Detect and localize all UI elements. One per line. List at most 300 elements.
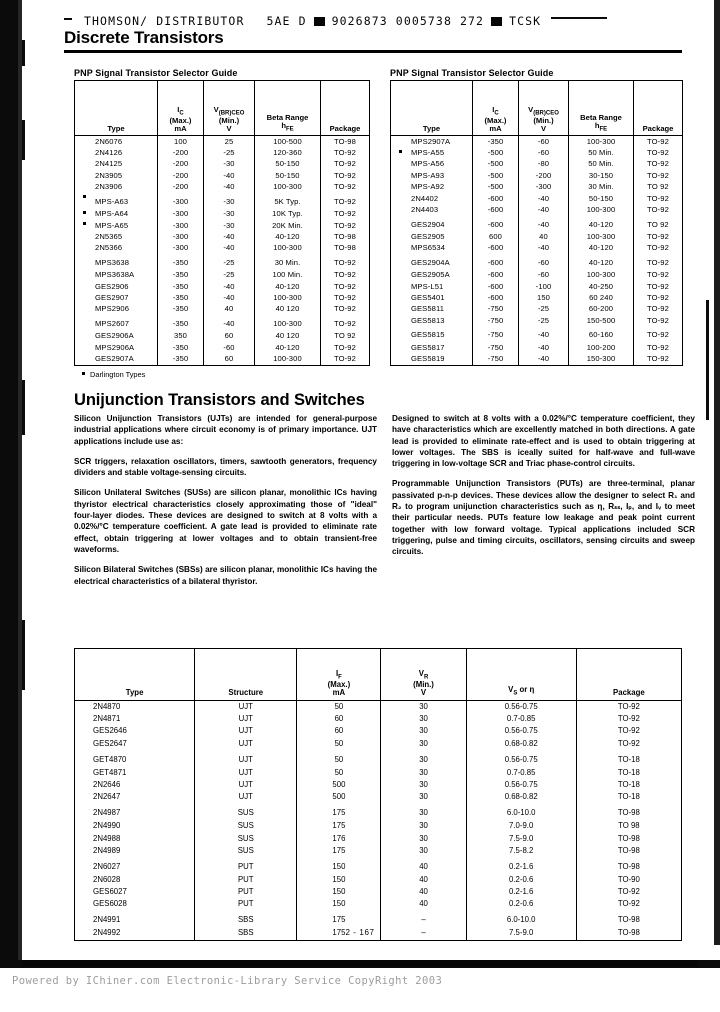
cell-type: 2N4989 (75, 845, 195, 857)
table-row (75, 886, 682, 898)
cell-vs-or-eta: 0.2-1.6 (466, 857, 576, 874)
cell-vs-or-eta: 7.5-8.2 (466, 845, 576, 857)
cell-beta-range: 40-120 (569, 216, 634, 232)
darlington-footnote-label: Darlington Types (90, 370, 146, 379)
cell-ic: 350 (158, 331, 204, 342)
cell-package: TO-92 (321, 292, 370, 303)
cell-type: GET4871 (75, 767, 195, 779)
table-header-row (391, 81, 683, 136)
cell-ic: -300 (158, 231, 204, 242)
cell-type (75, 292, 158, 303)
cell-package: TO-92 (321, 281, 370, 292)
column-header-type: Type (75, 649, 195, 701)
cell-structure: UJT (195, 791, 297, 803)
cell-package: TO-18 (576, 779, 681, 791)
cell-type: 2N4991 (75, 910, 195, 927)
table-row (75, 833, 682, 845)
cell-vbrceo: -40 (204, 170, 255, 181)
cell-ic: -750 (473, 326, 519, 342)
cell-vbrceo: -300 (519, 182, 569, 193)
overprint-barcode-numbers: 9026873 0005738 272 (331, 14, 485, 28)
body-paragraph: Designed to switch at 8 volts with a 0.02%/°C temperature coefficient, they have characteristics which are excellently matched in both directions. A gate lead is provided to eliminate rate-effect and is used to obtain triggering at lower voltages. The SBS is iceally suited for half-wave and full-wave triggering in low-voltage SCR and Triac phase-control circuits. (392, 414, 695, 469)
cell-vs-or-eta: 0.2-1.6 (466, 886, 576, 898)
cell-if: 50 (297, 738, 381, 750)
cell-package: TO-98 (576, 857, 681, 874)
table-row (75, 292, 370, 303)
cell-vr: 40 (381, 874, 466, 886)
cell-beta-range: 40-120 (255, 342, 321, 353)
cell-type-label: 2N3906 (95, 182, 123, 192)
cell-vs-or-eta: 6.0-10.0 (466, 910, 576, 927)
cell-type-label: GES5811 (411, 304, 445, 314)
cell-package: TO-92 (634, 159, 683, 170)
cell-type-label: GES5819 (411, 354, 445, 364)
cell-vs-or-eta: 7.5-9.0 (466, 833, 576, 845)
cell-vbrceo: -60 (519, 254, 569, 270)
cell-vr: 30 (381, 767, 466, 779)
cell-vr: 30 (381, 791, 466, 803)
cell-ic: -600 (473, 204, 519, 215)
cell-ic: -750 (473, 304, 519, 315)
section-heading: Unijunction Transistors and Switches (74, 391, 365, 409)
cell-structure: PUT (195, 857, 297, 874)
cell-package: TO-92 (634, 193, 683, 204)
cell-type (391, 159, 473, 170)
cell-vr: 30 (381, 725, 466, 737)
pnp-selector-table-left (74, 80, 370, 366)
cell-package: TO-92 (321, 159, 370, 170)
cell-type (75, 243, 158, 254)
cell-type (391, 304, 473, 315)
cell-package: TO-92 (634, 147, 683, 158)
cell-ic: -600 (473, 243, 519, 254)
cell-type: 2N6027 (75, 857, 195, 874)
table-row (391, 147, 683, 158)
cell-vbrceo: -30 (204, 220, 255, 231)
darlington-bullet-icon (83, 222, 86, 225)
cell-package: TO 92 (634, 216, 683, 232)
cell-ic: -350 (158, 342, 204, 353)
cell-type (391, 281, 473, 292)
cell-if: 500 (297, 779, 381, 791)
cell-package: TO-18 (576, 750, 681, 767)
table-row (75, 791, 682, 803)
cell-beta-range: 120-360 (255, 147, 321, 158)
cell-beta-range: 100-300 (255, 182, 321, 193)
cell-vs-or-eta: 0.56-0.75 (466, 779, 576, 791)
cell-package: TO-92 (634, 243, 683, 254)
cell-ic: -600 (473, 281, 519, 292)
cell-package: TO-92 (321, 182, 370, 193)
cell-type-label: 2N4125 (95, 159, 123, 169)
cell-type-label: MPS-A93 (411, 170, 445, 180)
cell-vbrceo: 25 (204, 136, 255, 148)
cell-beta-range: 60 240 (569, 292, 634, 303)
cell-vr: 40 (381, 898, 466, 910)
table-row (391, 243, 683, 254)
cell-type (75, 182, 158, 193)
table-row (391, 182, 683, 193)
cell-if: 50 (297, 750, 381, 767)
cell-type (75, 270, 158, 281)
cell-type (391, 170, 473, 181)
cell-package: TO-92 (321, 270, 370, 281)
column-header-vbrceo: $V_{(BR)CEO}$ (Min.) V (204, 81, 255, 136)
cell-if: 176 (297, 833, 381, 845)
cell-type (391, 136, 473, 148)
cell-type (391, 204, 473, 215)
cell-package: TO-92 (576, 886, 681, 898)
cell-type: 2N4988 (75, 833, 195, 845)
cell-structure: UJT (195, 713, 297, 725)
table-row (75, 767, 682, 779)
cell-ic: -200 (158, 182, 204, 193)
cell-type-label: MPS-A92 (411, 182, 445, 192)
cell-ic: -750 (473, 353, 519, 365)
title-divider (64, 50, 682, 53)
cell-ic: -300 (158, 243, 204, 254)
cell-vr: 30 (381, 803, 466, 820)
cell-vbrceo: -100 (519, 281, 569, 292)
cell-type-label: 2N4402 (411, 193, 439, 203)
overprint-tail-rule (551, 17, 607, 19)
cell-type-label: MPS6534 (411, 243, 446, 253)
cell-vbrceo: -40 (519, 193, 569, 204)
cell-type-label: GES2907 (95, 293, 129, 302)
cell-type (75, 147, 158, 158)
cell-structure: PUT (195, 898, 297, 910)
cell-vbrceo: -25 (204, 147, 255, 158)
cell-type-label: MPS-A55 (411, 148, 445, 158)
cell-vbrceo: -25 (204, 270, 255, 281)
cell-if: 175 (297, 845, 381, 857)
body-paragraph: Programmable Unijunction Transistors (PUTs) are three-terminal, planar passivated p-n-p devices. These devices allow the designer to select R₁ and R₂ to program unijunction characteristics such as η, Rₛₛ, Iₚ, and Iᵥ to meet their particular needs. PUTs feature low leakage and peak point current together with low forward voltage. Typical applications included SCR triggering, pulse and timing circuits, oscillators, sensing circuits and sweep circuits. (392, 479, 695, 557)
cell-package: TO-92 (576, 725, 681, 737)
cell-package: TO 92 (634, 182, 683, 193)
cell-vbrceo: -30 (204, 193, 255, 209)
cell-beta-range: 150-500 (569, 315, 634, 326)
cell-vbrceo: -40 (204, 243, 255, 254)
cell-type (391, 326, 473, 342)
table-row (75, 193, 370, 209)
table-row (75, 353, 370, 365)
cell-type (75, 254, 158, 270)
table-row (391, 304, 683, 315)
cell-ic: -350 (158, 281, 204, 292)
cell-if: 60 (297, 725, 381, 737)
cell-structure: UJT (195, 750, 297, 767)
cell-package: TO-92 (634, 254, 683, 270)
cell-package: TO-92 (576, 713, 681, 725)
cell-vbrceo: -40 (204, 231, 255, 242)
cell-vbrceo: -40 (204, 292, 255, 303)
column-header-package: Package (321, 81, 370, 136)
cell-if: 150 (297, 898, 381, 910)
cell-beta-range: 50 Min. (569, 147, 634, 158)
column-header-vbrceo: $V_{(BR)CEO}$ (Min.) V (519, 81, 569, 136)
cell-ic: -350 (473, 136, 519, 148)
cell-ic: -600 (473, 254, 519, 270)
cell-vbrceo: -30 (204, 208, 255, 219)
table-row (391, 342, 683, 353)
cell-beta-range: 50-150 (255, 159, 321, 170)
cell-vr: – (381, 927, 466, 940)
cell-package: TO-92 (634, 270, 683, 281)
cell-type (75, 231, 158, 242)
column-header-vr: $V_R$ (Min.) V (381, 649, 466, 701)
column-header-structure: Structure (195, 649, 297, 701)
table-row (75, 182, 370, 193)
cell-package: TO-92 (634, 231, 683, 242)
cell-type-label: MPS3638 (95, 258, 130, 268)
cell-ic: -300 (158, 208, 204, 219)
cell-structure: SUS (195, 820, 297, 832)
column-header-ic: $I_C$ (Max.) mA (158, 81, 204, 136)
body-paragraph: Silicon Bilateral Switches (SBSs) are silicon planar, monolithic ICs having the electrical characteristics of a bilateral thyristor. (74, 565, 377, 586)
table-row (75, 304, 370, 315)
cell-beta-range: 30 Min. (569, 182, 634, 193)
cell-if: 50 (297, 701, 381, 714)
cell-vbrceo: -40 (519, 216, 569, 232)
cell-type: 2N4870 (75, 701, 195, 714)
cell-vbrceo: -40 (519, 204, 569, 215)
cell-vs-or-eta: 0.56-0.75 (466, 725, 576, 737)
cell-ic: -350 (158, 292, 204, 303)
cell-vbrceo: -60 (204, 342, 255, 353)
table-row (391, 315, 683, 326)
cell-type: GES2646 (75, 725, 195, 737)
cell-ic: -300 (158, 220, 204, 231)
cell-package: TO-92 (634, 353, 683, 365)
cell-if: 60 (297, 713, 381, 725)
cell-vs-or-eta: 0.2-0.6 (466, 874, 576, 886)
cell-structure: PUT (195, 874, 297, 886)
footer-divider (22, 960, 698, 967)
cell-ic: -200 (158, 170, 204, 181)
darlington-bullet-icon (83, 195, 86, 198)
cell-package: TO-92 (634, 281, 683, 292)
cell-structure: SUS (195, 803, 297, 820)
cell-type-label: GES2906 (95, 281, 129, 291)
cell-beta-range: 5K Typ. (255, 193, 321, 209)
cell-vs-or-eta: 0.56-0.75 (466, 750, 576, 767)
cell-vbrceo: 60 (204, 331, 255, 342)
cell-if: 175 (297, 803, 381, 820)
column-header-ic: $I_C$ (Max.) mA (473, 81, 519, 136)
cell-package: TO-18 (576, 791, 681, 803)
cell-vs-or-eta: 6.0-10.0 (466, 803, 576, 820)
footer-service-line: Powered by IChiner.com Electronic-Library Service CopyRight 2003 (12, 975, 443, 987)
cell-vbrceo: -40 (519, 342, 569, 353)
table-row (391, 216, 683, 232)
cell-type (75, 159, 158, 170)
cell-beta-range: 100-300 (569, 136, 634, 148)
cell-type-label: MPS-A63 (95, 196, 129, 206)
body-column-right (392, 413, 695, 558)
bullet-icon (82, 372, 85, 375)
cell-type: GES6027 (75, 886, 195, 898)
cell-beta-range: 100-300 (255, 243, 321, 254)
cell-beta-range: 40-120 (569, 254, 634, 270)
cell-beta-range: 20K Min. (255, 220, 321, 231)
darlington-bullet-icon (399, 150, 402, 153)
table-row (75, 220, 370, 231)
cell-vbrceo: -40 (519, 243, 569, 254)
cell-package: TO-92 (321, 342, 370, 353)
table-row (75, 208, 370, 219)
cell-package: TO-92 (321, 353, 370, 365)
cell-vbrceo: 150 (519, 292, 569, 303)
cell-type-label: GES2907A (95, 354, 134, 364)
table-row (75, 243, 370, 254)
cell-structure: UJT (195, 767, 297, 779)
overprint-code: 5AE D (266, 14, 307, 28)
cell-structure: SBS (195, 910, 297, 927)
cell-beta-range: 10K Typ. (255, 208, 321, 219)
cell-ic: -350 (158, 254, 204, 270)
table-header-row (75, 81, 370, 136)
table-row (75, 857, 682, 874)
right-guide-caption: PNP Signal Transistor Selector Guide (390, 68, 554, 78)
cell-beta-range: 100-300 (569, 204, 634, 215)
table-row (75, 331, 370, 342)
cell-beta-range: 50-150 (569, 193, 634, 204)
cell-type-label: GES5401 (411, 293, 445, 302)
unijunction-selector-table (74, 648, 682, 941)
cell-type-label: GES2905 (411, 231, 445, 241)
cell-ic: 600 (473, 231, 519, 242)
table-row (75, 910, 682, 927)
cell-vbrceo: -25 (519, 315, 569, 326)
cell-type-label: MPS-A56 (411, 159, 445, 169)
cell-type-label: GES5815 (411, 330, 445, 340)
cell-type: 2N6028 (75, 874, 195, 886)
cell-beta-range: 30 Min. (255, 254, 321, 270)
cell-type (75, 136, 158, 148)
cell-type-label: MPS-A65 (95, 220, 129, 230)
cell-type: 2N4871 (75, 713, 195, 725)
table-row (75, 159, 370, 170)
cell-vbrceo: -40 (519, 326, 569, 342)
cell-vr: 30 (381, 738, 466, 750)
table-row (391, 231, 683, 242)
table-body (391, 136, 683, 366)
cell-vbrceo: 60 (204, 353, 255, 365)
cell-ic: -750 (473, 342, 519, 353)
cell-ic: -200 (158, 159, 204, 170)
column-header-vs-or-eta: $V_S$ or η (466, 649, 576, 701)
cell-type: GET4870 (75, 750, 195, 767)
table-row (75, 725, 682, 737)
cell-beta-range: 40 120 (255, 304, 321, 315)
cell-vs-or-eta: 0.56-0.75 (466, 701, 576, 714)
cell-vr: 30 (381, 833, 466, 845)
cell-ic: -600 (473, 216, 519, 232)
cell-package: TO-92 (634, 204, 683, 215)
cell-type-label: 2N5366 (95, 243, 123, 253)
cell-structure: UJT (195, 738, 297, 750)
cell-package: TO-92 (576, 701, 681, 714)
table-row (75, 170, 370, 181)
cell-vs-or-eta: 0.2-0.6 (466, 898, 576, 910)
cell-ic: -600 (473, 270, 519, 281)
cell-ic: -500 (473, 182, 519, 193)
cell-type: 2N4992 (75, 927, 195, 940)
cell-vbrceo: -60 (519, 147, 569, 158)
cell-package: TO-98 (576, 833, 681, 845)
cell-package: TO-98 (576, 927, 681, 940)
cell-vs-or-eta: 0.68-0.82 (466, 791, 576, 803)
table-row (75, 701, 682, 714)
table-row (75, 342, 370, 353)
cell-type (391, 315, 473, 326)
cell-type: 2N4987 (75, 803, 195, 820)
column-header-type: Type (75, 81, 158, 136)
cell-type-label: MPS2906A (95, 342, 135, 352)
cell-structure: UJT (195, 701, 297, 714)
cell-if: 150 (297, 857, 381, 874)
table-row (391, 326, 683, 342)
cell-type: 2N2646 (75, 779, 195, 791)
cell-vs-or-eta: 7.0-9.0 (466, 820, 576, 832)
cell-vbrceo: 40 (519, 231, 569, 242)
cell-package: TO-92 (321, 315, 370, 331)
cell-type (75, 353, 158, 365)
cell-type-label: GES2904 (411, 219, 445, 229)
cell-vbrceo: -25 (204, 254, 255, 270)
cell-structure: UJT (195, 779, 297, 791)
cell-ic: -350 (158, 304, 204, 315)
cell-type-label: 2N4403 (411, 205, 439, 215)
cell-type (75, 304, 158, 315)
cell-type (391, 193, 473, 204)
cell-type (391, 182, 473, 193)
cell-beta-range: 100-300 (255, 315, 321, 331)
cell-vbrceo: -40 (519, 353, 569, 365)
cell-ic: -200 (158, 147, 204, 158)
cell-structure: PUT (195, 886, 297, 898)
table-row (391, 159, 683, 170)
table-header-row (75, 649, 682, 701)
darlington-footnote (82, 370, 145, 379)
cell-vr: 40 (381, 857, 466, 874)
cell-type-label: 2N4126 (95, 148, 123, 158)
table-row (391, 193, 683, 204)
cell-type-label: MPS-A64 (95, 209, 129, 219)
overprint-square-icon (491, 17, 502, 26)
column-header-type: Type (391, 81, 473, 136)
cell-type-label: 2N6076 (95, 136, 123, 146)
cell-if: 175 (297, 910, 381, 927)
cell-vbrceo: -30 (204, 159, 255, 170)
cell-package: TO-92 (634, 304, 683, 315)
cell-package: TO-92 (321, 170, 370, 181)
cell-type (75, 193, 158, 209)
cell-package: TO-92 (321, 208, 370, 219)
cell-type-label: GES5813 (411, 315, 445, 325)
cell-ic: -500 (473, 170, 519, 181)
cell-beta-range: 60-160 (569, 326, 634, 342)
cell-package: TO-98 (576, 910, 681, 927)
cell-type: GES2647 (75, 738, 195, 750)
cell-beta-range: 40-120 (569, 243, 634, 254)
cell-vr: 40 (381, 886, 466, 898)
cell-vr: 30 (381, 713, 466, 725)
cell-ic: 100 (158, 136, 204, 148)
cell-beta-range: 40-120 (255, 281, 321, 292)
overprint-initials: TCSK (509, 14, 542, 28)
cell-beta-range: 100-500 (255, 136, 321, 148)
